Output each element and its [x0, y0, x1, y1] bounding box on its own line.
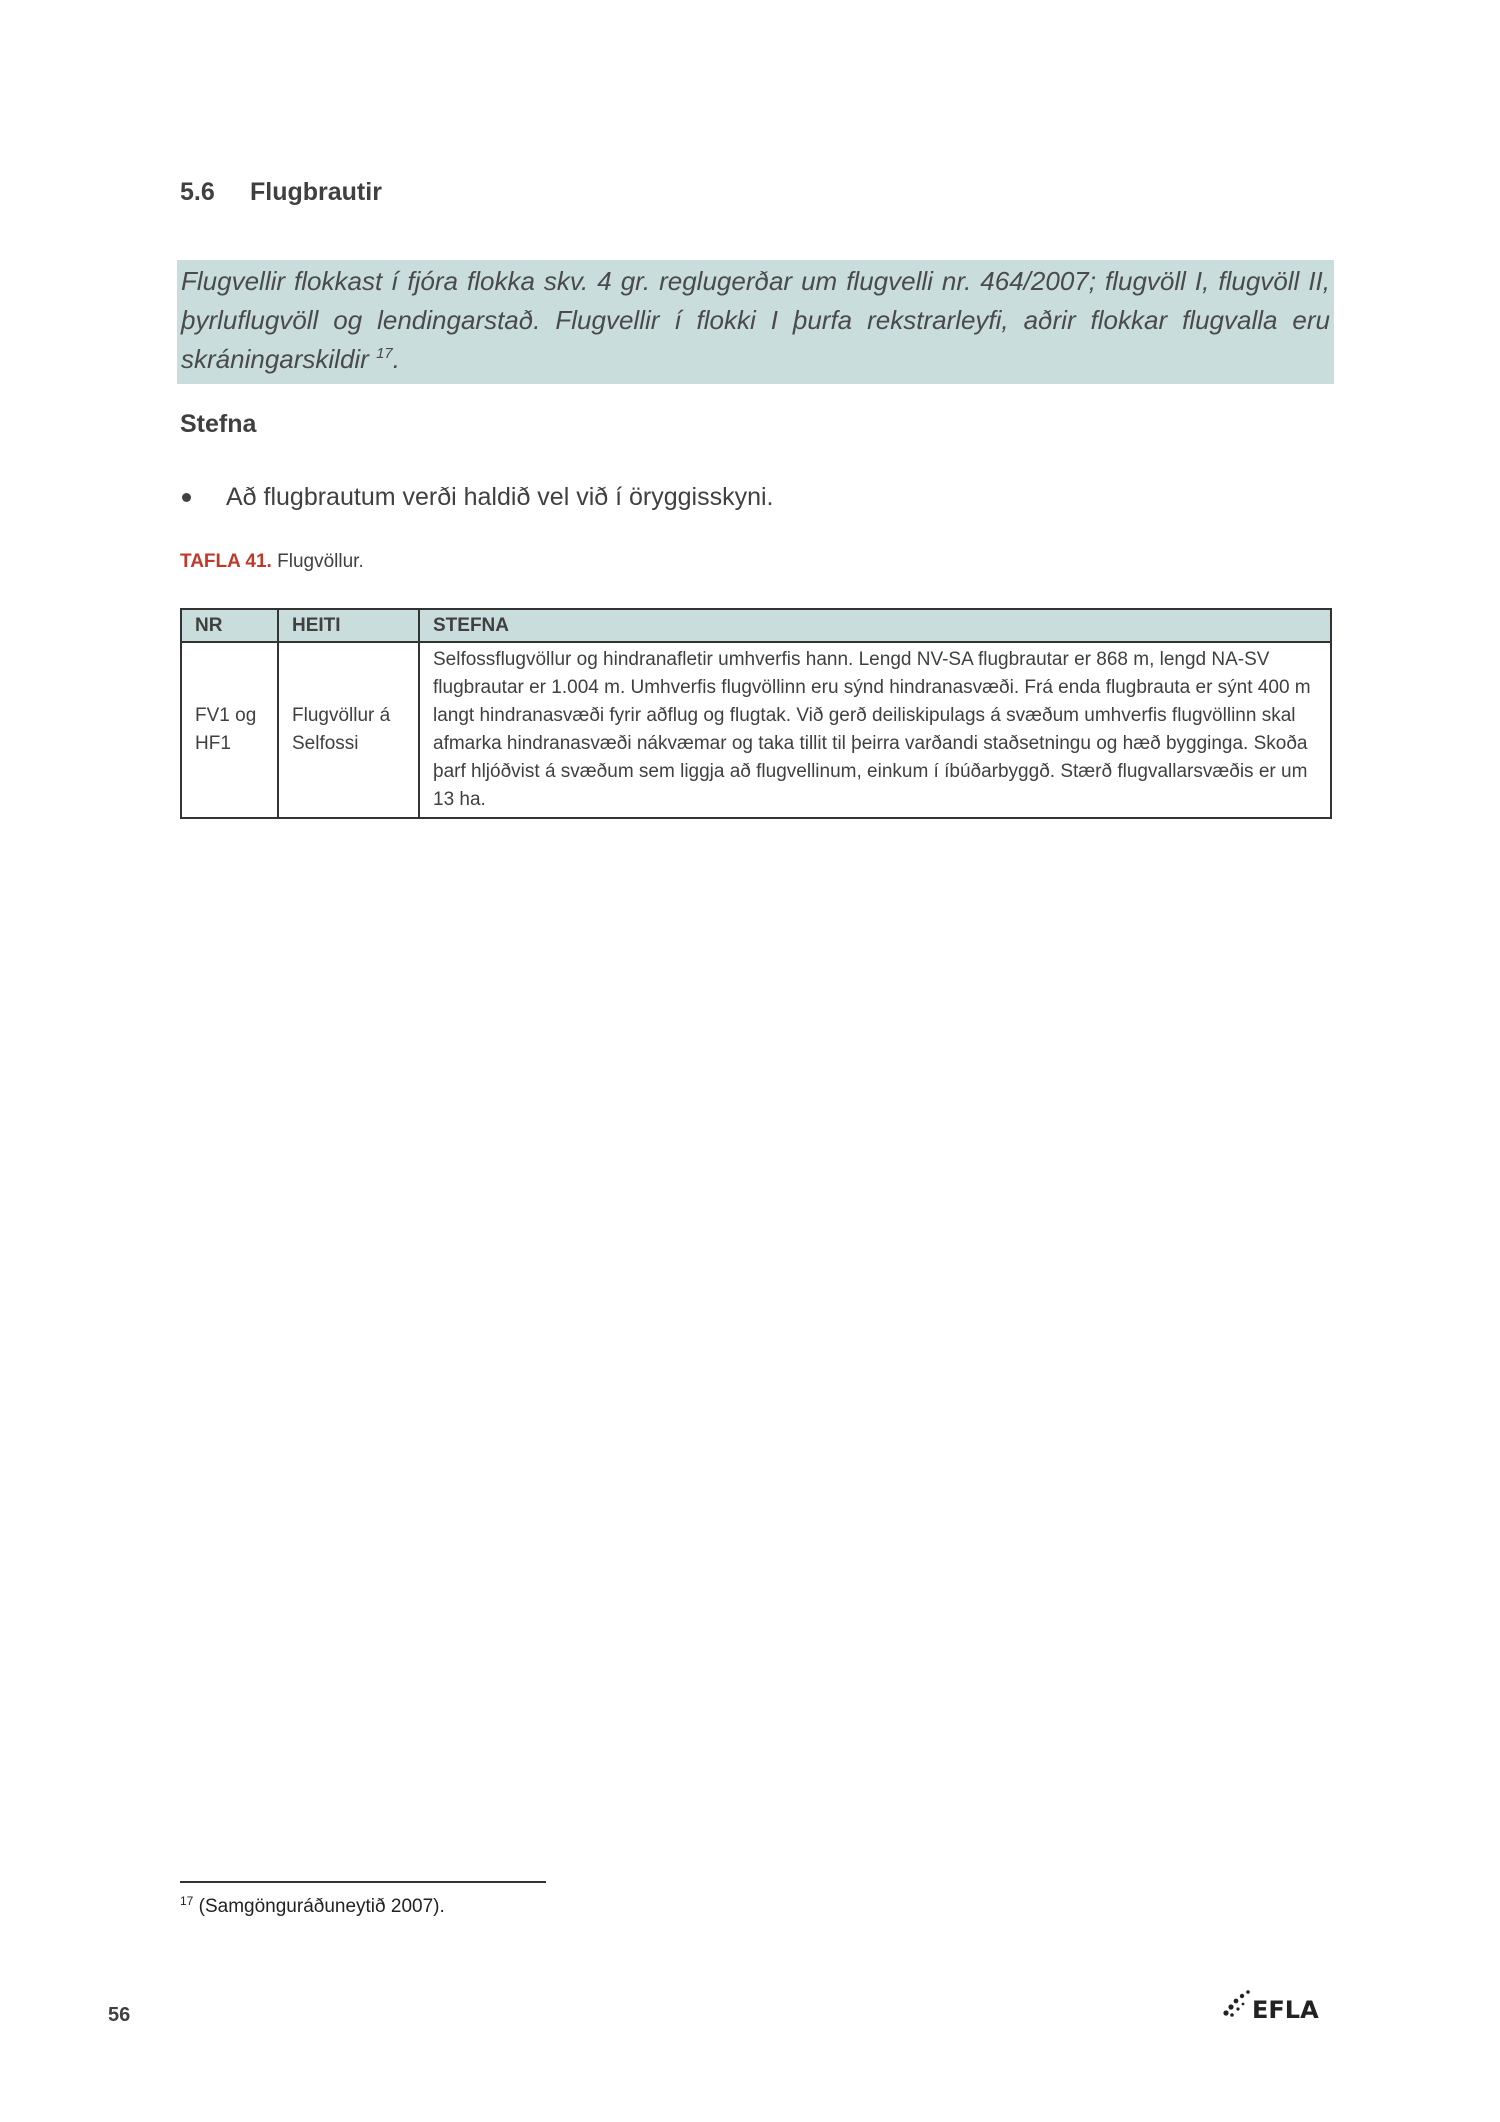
header-stefna: STEFNA: [419, 609, 1331, 642]
list-item: [180, 480, 774, 514]
policy-heading: Stefna: [180, 410, 257, 438]
table-row: [181, 642, 1331, 818]
table-header-row: [181, 609, 1331, 642]
cell-nr: FV1 og HF1: [181, 642, 278, 818]
footnote-text: (Samgönguráðuneytið 2007).: [198, 1896, 445, 1917]
cell-stefna: Selfossflugvöllur og hindranafletir umhverfis hann. Lengd NV-SA flugbrautar er 868 m, lengd NA-SV flugbrautar er 1.004 m. Umhverfis flugvöllinn eru sýnd hindranasvæði. Frá enda flugbrauta er sýnt 400 m langt hindranasvæði fyrir aðflug og flugtak. Við gerð deiliskipulags á svæðum umhverfis flugvöllinn skal afmarka hindranasvæði nákvæmar og taka tillit til þeirra varðandi staðsetningu og hæð bygginga. Skoða þarf hljóðvist á svæðum sem liggja að flugvellinum, einkum í íbúðarbyggð. Stærð flugvallarsvæðis er um 13 ha.: [419, 642, 1331, 818]
footnote-number: 17: [180, 1894, 194, 1908]
list-item-text: Að flugbrautum verði haldið vel við í öryggisskyni.: [226, 483, 774, 511]
policy-list: [180, 480, 774, 514]
section-heading: [180, 178, 382, 207]
intro-end: .: [392, 344, 400, 374]
header-nr: NR: [181, 609, 278, 642]
page-number: 56: [108, 2004, 131, 2026]
section-number: 5.6: [180, 178, 215, 206]
table-caption: [180, 551, 364, 573]
section-title: Flugbrautir: [250, 178, 382, 206]
header-heiti: HEITI: [278, 609, 419, 642]
intro-highlight-box: [177, 260, 1334, 384]
table-caption-text: Flugvöllur.: [277, 551, 364, 572]
efla-logo-text: EFLA: [1252, 1996, 1319, 2023]
bullet-icon: [182, 493, 191, 502]
intro-text: Flugvellir flokkast í fjóra flokka skv. 4 gr. reglugerðar um flugvelli nr. 464/2007; flugvöll I, flugvöll II, þyrluflugvöll og lendingarstað. Flugvellir í flokki I þurfa rekstrarleyfi, aðrir flokkar flugvalla eru skráningarskildir: [181, 266, 1330, 374]
cell-heiti: Flugvöllur á Selfossi: [278, 642, 419, 818]
airport-table: [180, 608, 1332, 819]
footnote: [180, 1896, 445, 1918]
efla-dots-icon: [1223, 1990, 1249, 2017]
footnote-reference[interactable]: 17: [376, 345, 393, 362]
efla-logo: [1222, 1987, 1334, 2023]
footnote-divider: [180, 1881, 546, 1883]
table-caption-label: TAFLA 41.: [180, 551, 272, 572]
